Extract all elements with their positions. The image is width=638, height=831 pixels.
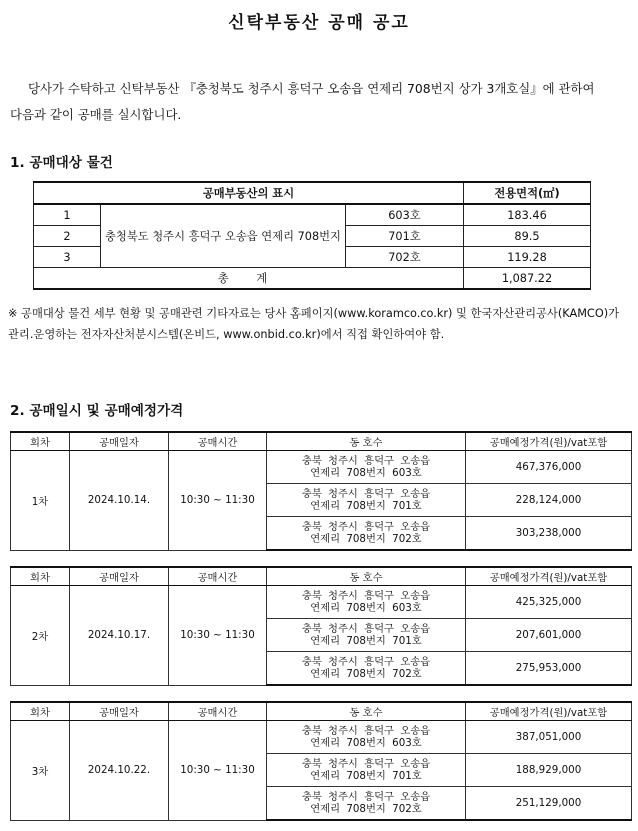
auction-time: 10:30 ~ 11:30	[169, 721, 267, 821]
price-value: 188,929,000	[466, 754, 632, 787]
address-line-1: 충북 청주시 흥덕구 오송읍	[301, 521, 431, 533]
section2-heading: 2. 공매일시 및 공매예정가격	[10, 403, 184, 419]
unit-address	[267, 787, 466, 821]
header-unit: 동 호수	[267, 567, 466, 586]
table-row	[34, 204, 591, 226]
address-line-2: 연제리 708번지 701호	[310, 635, 422, 647]
header-round: 회차	[11, 702, 70, 721]
row-number: 1	[34, 204, 101, 226]
auction-table-header	[11, 702, 632, 721]
header-date: 공매일자	[70, 432, 169, 451]
section1-heading: 1. 공매대상 물건	[10, 155, 113, 171]
address-line-1: 충북 청주시 흥덕구 오송읍	[301, 656, 431, 668]
unit-address	[267, 652, 466, 686]
address-line-2: 연제리 708번지 603호	[310, 602, 422, 614]
header-unit: 동 호수	[267, 432, 466, 451]
table-row	[11, 721, 632, 754]
auction-table-round-1	[10, 431, 632, 551]
header-time: 공매시간	[169, 567, 267, 586]
unit-address	[267, 451, 466, 484]
unit-address	[267, 619, 466, 652]
auction-table-round-2	[10, 566, 632, 686]
price-value: 425,325,000	[466, 586, 632, 619]
auction-time: 10:30 ~ 11:30	[169, 451, 267, 551]
area-value: 89.5	[464, 226, 591, 247]
price-value: 387,051,000	[466, 721, 632, 754]
auction-table-round-3	[10, 701, 632, 821]
row-number: 2	[34, 226, 101, 247]
auction-date: 2024.10.17.	[70, 586, 169, 686]
auction-date: 2024.10.14.	[70, 451, 169, 551]
header-price: 공매예정가격(원)/vat포함	[466, 702, 632, 721]
header-round: 회차	[11, 567, 70, 586]
unit-number: 603호	[346, 204, 464, 226]
address-line-2: 연제리 708번지 701호	[310, 770, 422, 782]
auction-table-header	[11, 432, 632, 451]
page-title: 신탁부동산 공매 공고	[228, 13, 410, 33]
property-table-header	[34, 182, 591, 204]
address-line-2: 연제리 708번지 603호	[310, 737, 422, 749]
address-line-1: 충북 청주시 흥덕구 오송읍	[301, 455, 431, 467]
unit-number: 701호	[346, 226, 464, 247]
header-date: 공매일자	[70, 702, 169, 721]
price-value: 207,601,000	[466, 619, 632, 652]
unit-address	[267, 721, 466, 754]
total-row	[34, 268, 591, 290]
auction-table-header	[11, 567, 632, 586]
unit-number: 702호	[346, 247, 464, 268]
price-value: 303,238,000	[466, 517, 632, 551]
price-value: 228,124,000	[466, 484, 632, 517]
property-table	[33, 181, 591, 290]
total-label: 총 계	[34, 268, 464, 290]
unit-address	[267, 517, 466, 551]
auction-date: 2024.10.22.	[70, 721, 169, 821]
round-label: 3차	[11, 721, 70, 821]
header-round: 회차	[11, 432, 70, 451]
area-value: 119.28	[464, 247, 591, 268]
unit-address	[267, 484, 466, 517]
round-label: 1차	[11, 451, 70, 551]
auction-time: 10:30 ~ 11:30	[169, 586, 267, 686]
header-date: 공매일자	[70, 567, 169, 586]
unit-address	[267, 754, 466, 787]
header-time: 공매시간	[169, 432, 267, 451]
round-label: 2차	[11, 586, 70, 686]
price-value: 275,953,000	[466, 652, 632, 686]
address-line-1: 충북 청주시 흥덕구 오송읍	[301, 590, 431, 602]
price-value: 467,376,000	[466, 451, 632, 484]
header-unit: 동 호수	[267, 702, 466, 721]
intro-paragraph: 당사가 수탁하고 신탁부동산 『충청북도 청주시 흥덕구 오송읍 연제리 708번지 상가 3개호실』에 관하여 다음과 같이 공매를 실시합니다.	[10, 81, 595, 122]
address-line-1: 충북 청주시 흥덕구 오송읍	[301, 791, 431, 803]
address-line-2: 연제리 708번지 603호	[310, 467, 422, 479]
row-number: 3	[34, 247, 101, 268]
address-line-1: 충북 청주시 흥덕구 오송읍	[301, 725, 431, 737]
total-value: 1,087.22	[464, 268, 591, 290]
table-row	[11, 586, 632, 619]
address-line-2: 연제리 708번지 702호	[310, 668, 422, 680]
address-line-2: 연제리 708번지 702호	[310, 533, 422, 545]
table-row	[11, 451, 632, 484]
address-line-2: 연제리 708번지 701호	[310, 500, 422, 512]
reference-note: ※ 공매대상 물건 세부 현황 및 공매관련 기타자료는 당사 홈페이지(www.koramco.co.kr) 및 한국자산관리공사(KAMCO)가 관리.운영하는 전자자산처분시스템(온비드, www.onbid.co.kr)에서 직접 확인하여야 함.	[8, 307, 620, 341]
price-value: 251,129,000	[466, 787, 632, 821]
header-time: 공매시간	[169, 702, 267, 721]
header-price: 공매예정가격(원)/vat포함	[466, 432, 632, 451]
header-display: 공매부동산의 표시	[34, 182, 464, 204]
address-line-1: 충북 청주시 흥덕구 오송읍	[301, 488, 431, 500]
unit-address	[267, 586, 466, 619]
address-line-2: 연제리 708번지 702호	[310, 803, 422, 815]
header-price: 공매예정가격(원)/vat포함	[466, 567, 632, 586]
address-line-1: 충북 청주시 흥덕구 오송읍	[301, 758, 431, 770]
address-line-1: 충북 청주시 흥덕구 오송읍	[301, 623, 431, 635]
property-address: 충청북도 청주시 흥덕구 오송읍 연제리 708번지	[101, 204, 346, 268]
area-value: 183.46	[464, 204, 591, 226]
header-area: 전용면적(㎡)	[464, 182, 591, 204]
